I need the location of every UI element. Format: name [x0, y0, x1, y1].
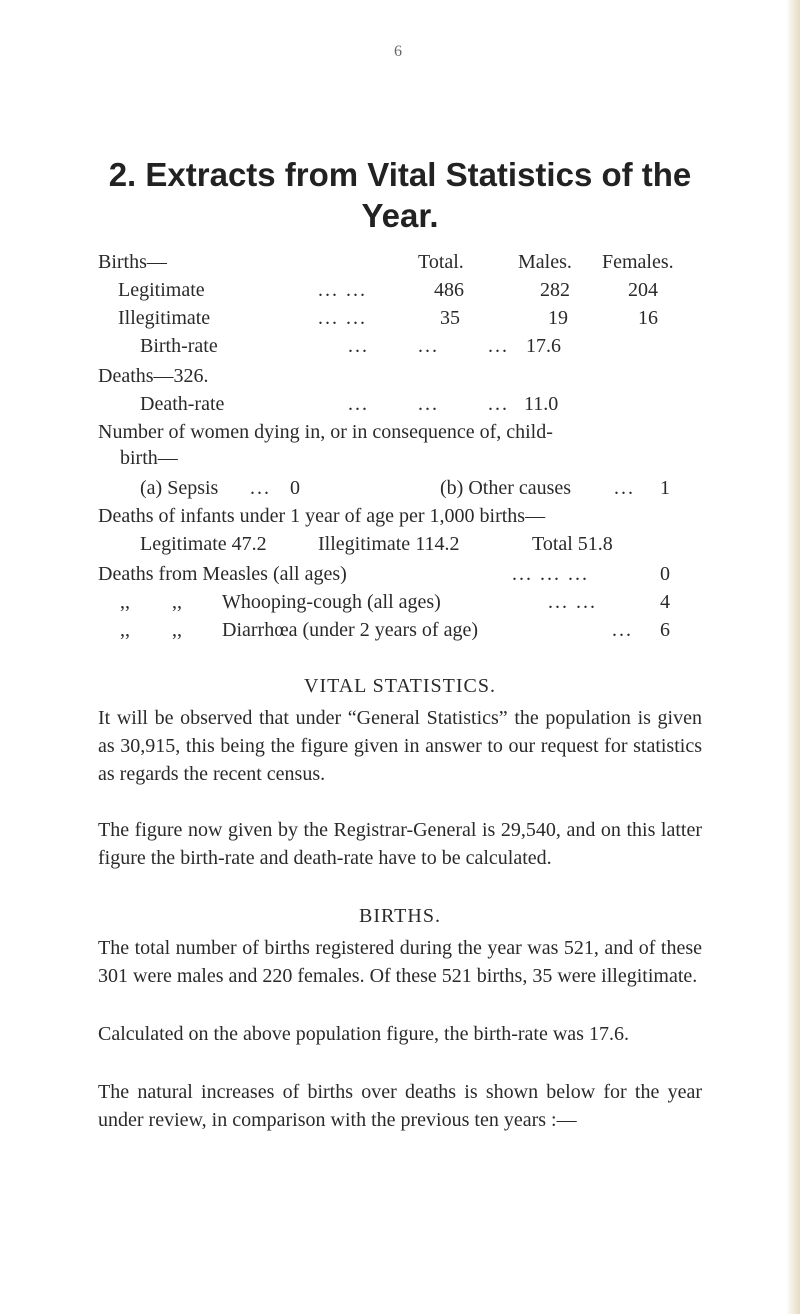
- row-legitimate-females: 204: [628, 279, 658, 301]
- row-legitimate-total: 486: [434, 279, 464, 301]
- infant-total: Total 51.8: [532, 533, 613, 555]
- birth-rate-label: Birth-rate: [140, 335, 218, 357]
- col-males-header: Males.: [518, 251, 572, 273]
- measles-deaths-label: Deaths from Measles (all ages): [98, 563, 347, 585]
- diarrhoea-deaths-dots: ...: [612, 619, 633, 641]
- whooping-ditto-2: ,,: [172, 591, 182, 613]
- row-legitimate-dots: ... ...: [318, 279, 367, 301]
- measles-deaths-value: 0: [660, 563, 670, 585]
- row-illegitimate-dots: ... ...: [318, 307, 367, 329]
- vital-statistics-para-2: The figure now given by the Registrar-General is 29,540, and on this latter figure the birth-rate and death-rate have to be calculated.: [98, 819, 702, 869]
- row-illegitimate-females: 16: [638, 307, 658, 329]
- sepsis-dots: ...: [250, 477, 271, 499]
- births-para-3: The natural increases of births over deaths is shown below for the year under review, in comparison with the previous ten years :—: [98, 1081, 702, 1131]
- whooping-ditto-1: ,,: [120, 591, 130, 613]
- births-heading: BIRTHS.: [359, 905, 441, 927]
- birth-rate-value: 17.6: [526, 335, 561, 357]
- measles-deaths-dots: ... ... ...: [512, 563, 589, 585]
- row-legitimate-males: 282: [540, 279, 570, 301]
- birth-rate-dots-3: ...: [488, 335, 509, 357]
- row-legitimate-label: Legitimate: [118, 279, 205, 301]
- death-rate-dots-2: ...: [418, 393, 439, 415]
- death-rate-label: Death-rate: [140, 393, 225, 415]
- other-causes-dots: ...: [614, 477, 635, 499]
- diarrhoea-ditto-1: ,,: [120, 619, 130, 641]
- section-heading-line1: 2. Extracts from Vital Statistics of the: [108, 156, 692, 193]
- birth-rate-dots-2: ...: [418, 335, 439, 357]
- deaths-label: Deaths—326.: [98, 365, 209, 387]
- maternal-line2: birth—: [120, 447, 178, 469]
- births-para-1: The total number of births registered during the year was 521, and of these 301 were males and 220 females. Of these 521 births, 35 were illegitimate.: [98, 937, 702, 987]
- sepsis-label: (a) Sepsis: [140, 477, 219, 499]
- other-causes-label: (b) Other causes: [440, 477, 572, 499]
- page-number: 6: [394, 43, 402, 60]
- infant-deaths-line: Deaths of infants under 1 year of age per 1,000 births—: [98, 505, 546, 527]
- death-rate-value: 11.0: [524, 393, 559, 415]
- diarrhoea-deaths-value: 6: [660, 619, 670, 641]
- row-illegitimate-label: Illegitimate: [118, 307, 211, 329]
- vital-statistics-heading: VITAL STATISTICS.: [304, 675, 496, 697]
- sepsis-value: 0: [290, 477, 300, 499]
- section-heading-line2: Year.: [361, 197, 439, 234]
- diarrhoea-ditto-2: ,,: [172, 619, 182, 641]
- death-rate-dots-1: ...: [348, 393, 369, 415]
- maternal-line1: Number of women dying in, or in consequence of, child-: [98, 421, 553, 443]
- death-rate-dots-3: ...: [488, 393, 509, 415]
- births-para-2: Calculated on the above population figure, the birth-rate was 17.6.: [98, 1023, 629, 1045]
- row-illegitimate-males: 19: [548, 307, 568, 329]
- infant-legitimate: Legitimate 47.2: [140, 533, 267, 555]
- other-causes-value: 1: [660, 477, 670, 499]
- whooping-deaths-value: 4: [660, 591, 670, 613]
- diarrhoea-deaths-label: Diarrhœa (under 2 years of age): [222, 619, 478, 641]
- birth-rate-dots-1: ...: [348, 335, 369, 357]
- vital-statistics-para-1: It will be observed that under “General Statistics” the population is given as 30,915, this being the figure given in answer to our request for statistics as regards the recent census.: [98, 707, 702, 785]
- whooping-deaths-dots: ... ...: [548, 591, 597, 613]
- page-edge-shadow: [786, 0, 800, 1314]
- col-females-header: Females.: [602, 251, 674, 273]
- col-total-header: Total.: [418, 251, 464, 273]
- whooping-deaths-label: Whooping-cough (all ages): [222, 591, 441, 613]
- births-label: Births—: [98, 251, 167, 273]
- infant-illegitimate: Illegitimate 114.2: [318, 533, 460, 555]
- row-illegitimate-total: 35: [440, 307, 460, 329]
